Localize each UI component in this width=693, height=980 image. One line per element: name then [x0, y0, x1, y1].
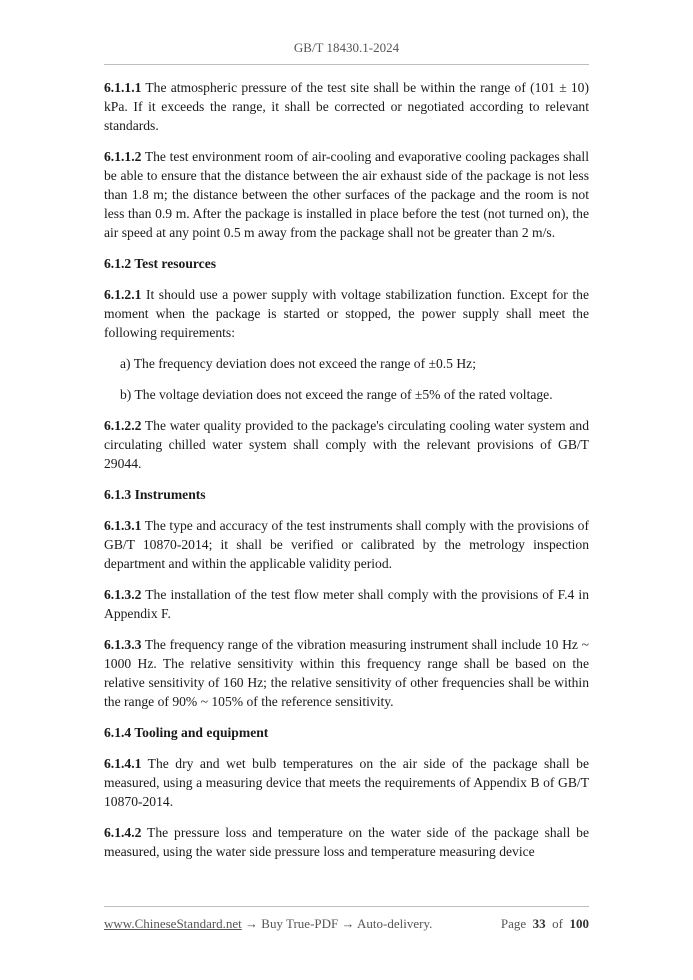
clause-number: 6.1.4.1: [104, 756, 142, 771]
arrow-icon: →: [338, 916, 358, 931]
clause-text: The pressure loss and temperature on the water side of the package shall be measured, using the water side pressure loss and temperature measuring device: [104, 825, 589, 859]
buy-pdf-link[interactable]: Buy True-PDF: [261, 916, 339, 931]
document-body: [104, 78, 589, 873]
clause-number: 6.1.1.1: [104, 80, 142, 95]
footer-divider: [104, 906, 589, 907]
list-item-a: a) The frequency deviation does not exceed the range of ±0.5 Hz;: [120, 356, 476, 371]
clause-6-1-3-3: [104, 635, 589, 711]
page-counter: [501, 916, 589, 932]
clause-6-1-4-2: [104, 823, 589, 861]
clause-number: 6.1.4.2: [104, 825, 142, 840]
section-heading-tooling: 6.1.4 Tooling and equipment: [104, 725, 269, 740]
clause-number: 6.1.2.1: [104, 287, 142, 302]
clause-number: 6.1.3.1: [104, 518, 142, 533]
auto-delivery-text: Auto-delivery.: [357, 916, 433, 931]
site-link[interactable]: www.ChineseStandard.net: [104, 916, 242, 931]
clause-text: The dry and wet bulb temperatures on the air side of the package shall be measured, using a measuring device that meets the requirements of Appendix B of GB/T 10870-2014.: [104, 756, 589, 809]
header-divider: [104, 64, 589, 65]
page-number: 33: [532, 916, 546, 931]
page-label: Page: [500, 916, 527, 931]
of-label: of: [552, 916, 563, 931]
page-total: 100: [569, 916, 589, 931]
section-heading-instruments: 6.1.3 Instruments: [104, 487, 206, 502]
clause-number: 6.1.2.2: [104, 418, 142, 433]
clause-number: 6.1.3.2: [104, 587, 142, 602]
clause-6-1-1-1: [104, 78, 589, 135]
clause-text: The type and accuracy of the test instruments shall comply with the provisions of GB/T 10870-2014; it shall be verified or calibrated by the metrology inspection department and within the applicable validity period.: [104, 518, 589, 571]
clause-6-1-2-2: [104, 416, 589, 473]
clause-6-1-3-1: [104, 516, 589, 573]
clause-6-1-4-1: [104, 754, 589, 811]
section-heading-test-resources: 6.1.2 Test resources: [104, 256, 217, 271]
clause-text: The water quality provided to the package's circulating cooling water system and circulating chilled water system shall comply with the relevant provisions of GB/T 29044.: [104, 418, 589, 471]
clause-number: 6.1.1.2: [104, 149, 142, 164]
clause-6-1-2-1: [104, 285, 589, 342]
clause-6-1-3-2: [104, 585, 589, 623]
clause-text: The frequency range of the vibration measuring instrument shall include 10 Hz ~ 1000 Hz. The relative sensitivity within this frequency range shall be based on the relative sensitivity of 160 Hz; the relative sensitivity of other frequencies shall be within the range of 90% ~ 105% of the reference sensitivity.: [104, 637, 589, 709]
clause-number: 6.1.3.3: [104, 637, 142, 652]
clause-text: It should use a power supply with voltage stabilization function. Except for the moment when the package is started or stopped, the power supply shall meet the following requirements:: [104, 287, 589, 340]
clause-6-1-1-2: [104, 147, 589, 242]
list-item-b: b) The voltage deviation does not exceed the range of ±5% of the rated voltage.: [120, 387, 553, 402]
arrow-icon: →: [241, 916, 262, 931]
clause-text: The test environment room of air-cooling and evaporative cooling packages shall be able to ensure that the distance between the air exhaust side of the package is not less than 1.8 m; the distance between the other surfaces of the package and the room is not less than 0.9 m. After the package is installed in place before the test (not turned on), the air speed at any point 0.5 m away from the package shall not be greater than 2 m/s.: [104, 149, 589, 240]
page-header: GB/T 18430.1-2024: [293, 40, 400, 55]
footer-links: [104, 916, 432, 932]
clause-text: The installation of the test flow meter shall comply with the provisions of F.4 in Appendix F.: [104, 587, 589, 621]
clause-text: The atmospheric pressure of the test site shall be within the range of (101 ± 10) kPa. If it exceeds the range, it shall be corrected or negotiated according to relevant standards.: [104, 80, 589, 133]
